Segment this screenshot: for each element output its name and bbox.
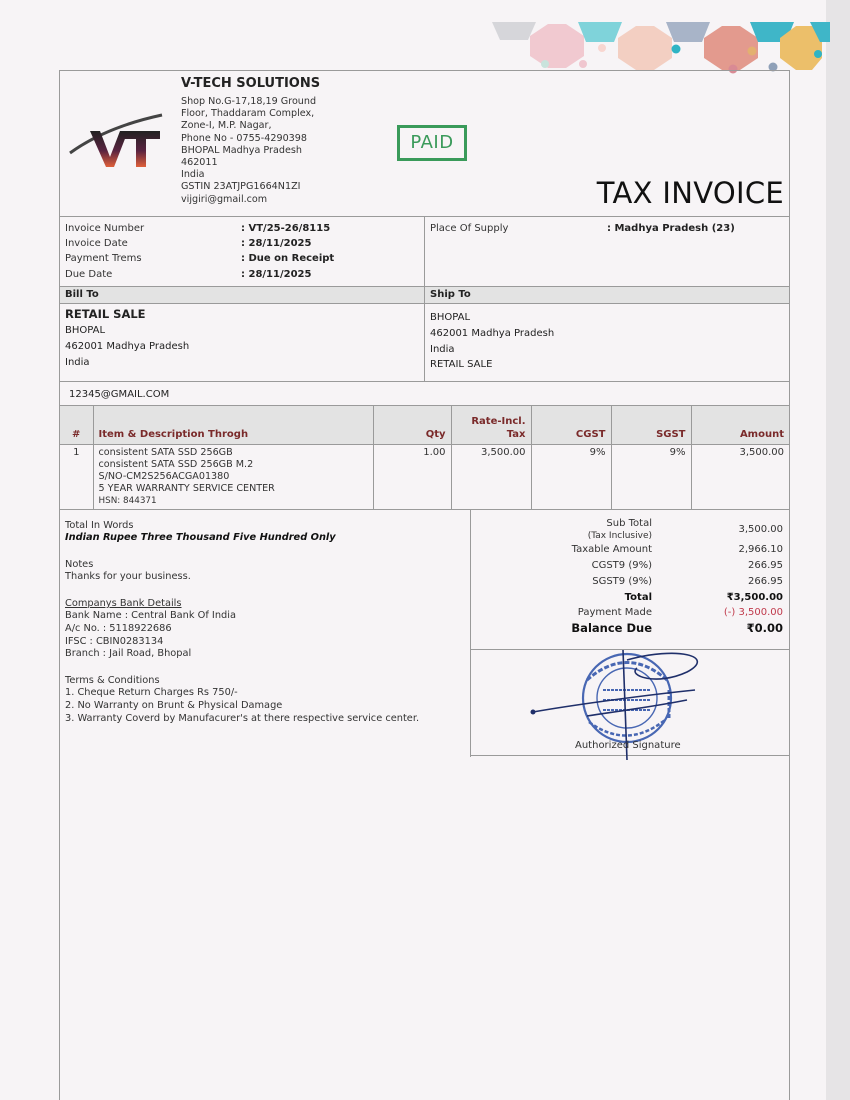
payment-terms-value: : Due on Receipt [241, 253, 335, 265]
col-qty: Qty [373, 406, 451, 444]
invoice-date-label: Invoice Date [65, 238, 128, 250]
company-logo [66, 109, 166, 173]
company-address-line: Floor, Thaddaram Complex, [181, 108, 315, 120]
cgst-label: CGST9 (9%) [591, 560, 652, 572]
terms-line: 1. Cheque Return Charges Rs 750/- [65, 687, 238, 699]
taxable-amount-label: Taxable Amount [571, 544, 652, 556]
place-of-supply-label: Place Of Supply [430, 223, 509, 234]
due-date-row [65, 267, 419, 282]
table-row [60, 444, 789, 509]
invoice-number-label: Invoice Number [65, 223, 145, 234]
place-of-supply-row [430, 221, 784, 236]
notes-value: Thanks for your business. [65, 571, 191, 583]
col-rate [451, 406, 531, 444]
invoice-number-value: : VT/25-26/8115 [241, 223, 331, 234]
col-item-description: Item & Description Throgh [93, 406, 373, 444]
balance-due-value: ₹0.00 [746, 621, 783, 636]
authorized-signature-label: Authorized Signature [575, 739, 681, 751]
items-table-header [60, 406, 789, 444]
supply-details [425, 217, 789, 286]
col-amount: Amount [691, 406, 789, 444]
col-rate-line1: Rate-Incl. [471, 415, 526, 427]
bill-to-name: RETAIL SALE [65, 307, 146, 321]
item-hsn: HSN: 844371 [98, 495, 157, 506]
invoice-meta-section [60, 217, 789, 287]
invoice-header [60, 71, 789, 217]
totals-block [471, 510, 789, 650]
paid-status-stamp: PAID [397, 125, 467, 161]
bill-to-address [60, 304, 425, 381]
invoice-notes-block [60, 510, 470, 757]
total-value: ₹3,500.00 [726, 591, 783, 603]
ship-to-address [425, 304, 789, 381]
total-in-words-label: Total In Words [65, 519, 134, 531]
ship-to-heading: Ship To [430, 289, 471, 300]
company-address-line: BHOPAL Madhya Pradesh [181, 144, 302, 156]
item-index: 1 [60, 444, 93, 509]
item-amount: 3,500.00 [691, 444, 789, 509]
item-rate: 3,500.00 [451, 444, 531, 509]
totals-column [470, 510, 789, 757]
cgst-value: 266.95 [748, 560, 783, 572]
sgst-label: SGST9 (9%) [592, 575, 652, 587]
payment-terms-label: Payment Trems [65, 253, 142, 265]
total-in-words-value: Indian Rupee Three Thousand Five Hundred Only [65, 532, 336, 544]
total-label: Total [624, 591, 652, 603]
terms-line: 2. No Warranty on Brunt & Physical Damage [65, 700, 283, 712]
col-sgst: SGST [611, 406, 691, 444]
due-date-label: Due Date [65, 268, 113, 280]
col-rate-line2: Tax [506, 428, 526, 440]
company-block [181, 75, 320, 206]
invoice-details [60, 217, 425, 286]
taxable-amount-row [471, 542, 783, 558]
item-description-line: consistent SATA SSD 256GB [98, 446, 233, 458]
bank-name: Bank Name : Central Bank Of India [65, 610, 236, 622]
sgst-value: 266.95 [748, 575, 783, 587]
item-sgst: 9% [611, 444, 691, 509]
company-address-line: Shop No.G-17,18,19 Ground [181, 96, 317, 107]
sub-total-value: 3,500.00 [738, 523, 783, 535]
sub-total-row [471, 516, 783, 543]
document-title: TAX INVOICE [596, 176, 784, 210]
address-headings [60, 287, 789, 304]
item-description [93, 444, 373, 509]
company-email: vijgiri@gmail.com [181, 193, 268, 205]
place-of-supply-value: : Madhya Pradesh (23) [607, 223, 735, 234]
sgst-row [471, 574, 783, 590]
ship-to-line: India [430, 343, 455, 355]
cgst-row [471, 558, 783, 574]
company-name: V-TECH SOLUTIONS [181, 76, 321, 91]
item-serial-number: S/NO-CM2S256ACGA01380 [98, 470, 230, 482]
due-date-value: : 28/11/2025 [241, 268, 312, 280]
balance-due-label: Balance Due [571, 621, 652, 636]
items-table [60, 406, 789, 510]
summary-section [60, 510, 789, 757]
bill-to-line: 462001 Madhya Pradesh [65, 340, 190, 352]
ship-to-line: 462001 Madhya Pradesh [430, 327, 555, 339]
col-cgst: CGST [531, 406, 611, 444]
col-index: # [60, 406, 93, 444]
invoice-date-row [65, 236, 419, 251]
payment-made-row [471, 605, 783, 621]
payment-terms-row [65, 251, 419, 266]
company-address-line: India [181, 169, 205, 181]
taxable-amount-value: 2,966.10 [738, 544, 783, 556]
item-description-line: consistent SATA SSD 256GB M.2 [98, 458, 254, 470]
bank-account-number: A/c No. : 5118922686 [65, 623, 172, 635]
sub-total-note: (Tax Inclusive) [587, 531, 652, 542]
item-warranty: 5 YEAR WARRANTY SERVICE CENTER [98, 482, 275, 494]
ship-to-line: BHOPAL [430, 312, 471, 323]
item-qty: 1.00 [373, 444, 451, 509]
payment-made-label: Payment Made [577, 607, 652, 619]
invoice-date-value: : 28/11/2025 [241, 238, 312, 250]
bill-to-line: BHOPAL [65, 325, 106, 336]
balance-due-row [471, 621, 783, 637]
bank-ifsc: IFSC : CBIN0283134 [65, 635, 164, 647]
bank-branch: Branch : Jail Road, Bhopal [65, 648, 192, 660]
customer-email: 12345@GMAIL.COM [60, 382, 789, 406]
bank-details-heading: Companys Bank Details [65, 597, 182, 609]
notes-label: Notes [65, 558, 94, 570]
bill-to-heading: Bill To [60, 287, 425, 303]
scan-edge [826, 0, 850, 1100]
invoice-frame [59, 70, 790, 1100]
company-phone: Phone No - 0755-4290398 [181, 132, 307, 144]
signature-block [471, 650, 789, 756]
ship-to-line: RETAIL SALE [430, 359, 493, 371]
company-address-line: 462011 [181, 157, 218, 169]
bill-to-line: India [65, 356, 90, 368]
total-row [471, 590, 783, 606]
invoice-number-row [65, 221, 419, 236]
sub-total-label: Sub Total [606, 517, 652, 529]
terms-line: 3. Warranty Coverd by Manufacurer's at there respective service center. [65, 712, 420, 724]
company-address-line: Zone-I, M.P. Nagar, [181, 120, 272, 132]
address-section [60, 304, 789, 382]
company-gstin: GSTIN 23ATJPG1664N1ZI [181, 181, 301, 193]
item-cgst: 9% [531, 444, 611, 509]
payment-made-value: (-) 3,500.00 [723, 607, 783, 619]
terms-heading: Terms & Conditions [65, 674, 160, 686]
